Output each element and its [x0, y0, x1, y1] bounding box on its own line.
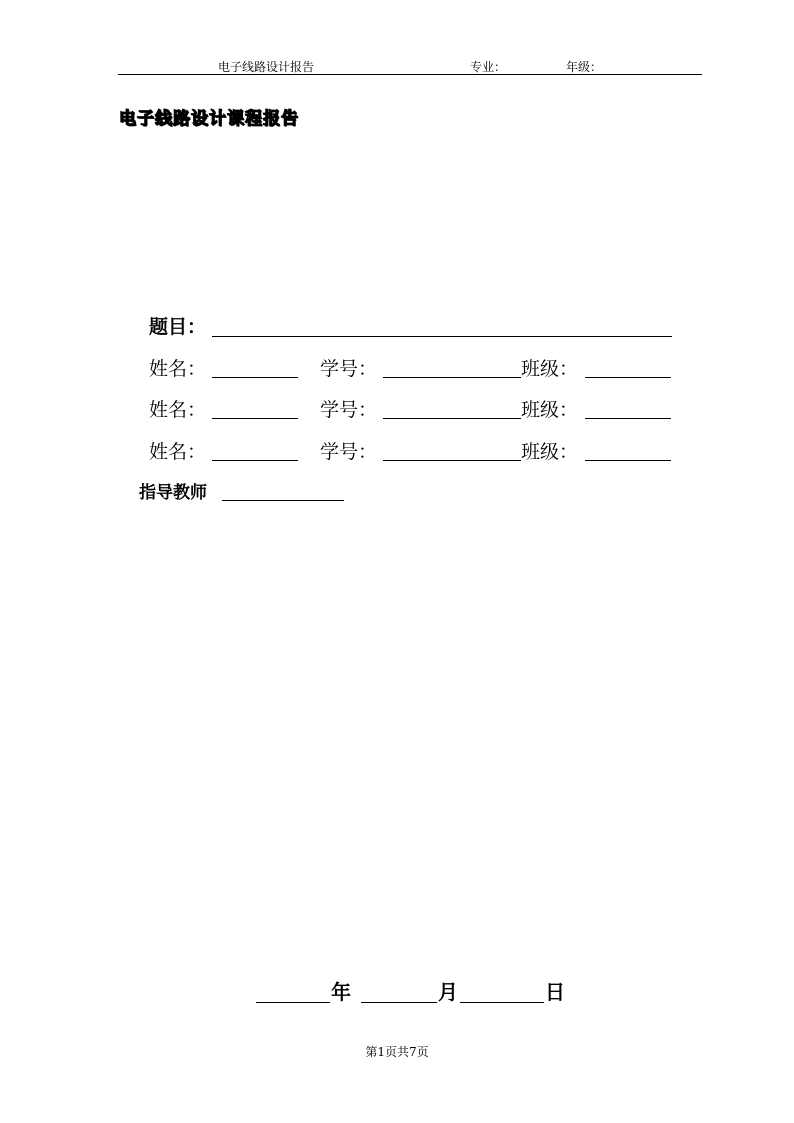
page-mid: 页共 — [384, 1045, 409, 1059]
page-prefix: 第 — [365, 1045, 378, 1059]
student-2-id-field[interactable] — [383, 418, 521, 419]
student-3-name-label: 姓名： — [149, 441, 207, 463]
page-suffix: 页 — [416, 1045, 429, 1059]
student-3-name-field[interactable] — [212, 460, 298, 461]
document-title: 电子线路设计课程报告 — [119, 109, 299, 129]
advisor-label: 指导教师 — [139, 483, 207, 503]
student-1-class-field[interactable] — [585, 377, 671, 378]
student-2-class-field[interactable] — [585, 418, 671, 419]
student-3-class-field[interactable] — [585, 460, 671, 461]
page-header — [118, 56, 702, 75]
header-major-label: 专业： — [470, 60, 507, 74]
day-label: 日 — [545, 980, 565, 1004]
student-2-id-label: 学号： — [320, 399, 378, 421]
student-2-class-label: 班级： — [521, 399, 579, 421]
day-field[interactable] — [460, 1002, 544, 1003]
student-3-id-label: 学号： — [320, 441, 378, 463]
month-field[interactable] — [361, 1002, 437, 1003]
student-1-class-label: 班级： — [521, 358, 579, 380]
student-2-name-field[interactable] — [212, 418, 298, 419]
topic-label: 题目： — [149, 316, 207, 338]
topic-field[interactable] — [212, 336, 672, 337]
student-1-id-label: 学号： — [320, 358, 378, 380]
month-label: 月 — [438, 980, 458, 1004]
year-field[interactable] — [256, 1002, 330, 1003]
student-1-name-field[interactable] — [212, 377, 298, 378]
page-current: 1 — [377, 1045, 385, 1059]
page-total: 7 — [409, 1045, 417, 1059]
year-label: 年 — [331, 980, 351, 1004]
student-2-name-label: 姓名： — [149, 399, 207, 421]
advisor-field[interactable] — [222, 500, 344, 501]
student-1-name-label: 姓名： — [149, 358, 207, 380]
header-title: 电子线路设计报告 — [218, 60, 315, 74]
student-3-class-label: 班级： — [521, 441, 579, 463]
page-footer — [0, 1043, 794, 1060]
student-1-id-field[interactable] — [383, 377, 521, 378]
header-grade-label: 年级： — [566, 60, 603, 74]
student-3-id-field[interactable] — [383, 460, 521, 461]
